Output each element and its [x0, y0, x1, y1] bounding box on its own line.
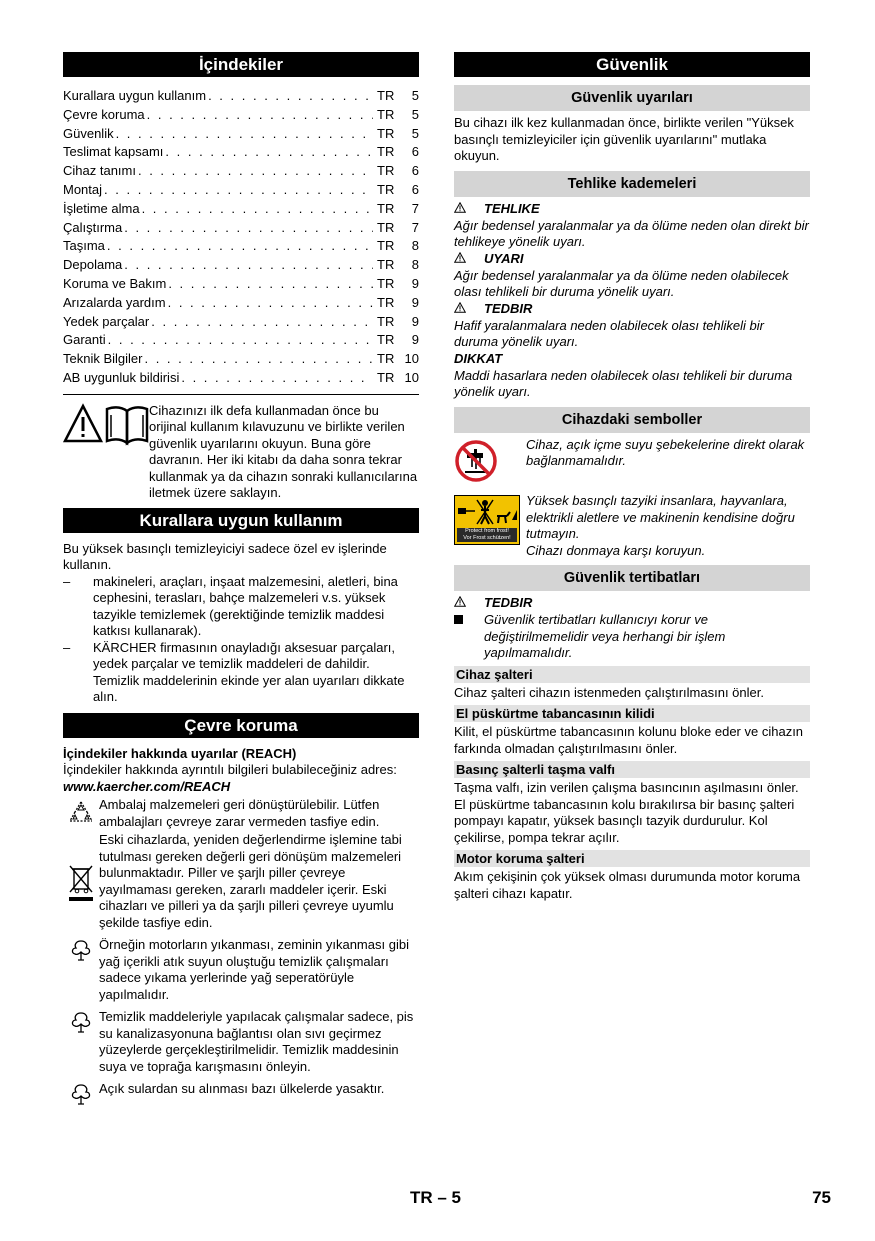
- environment-note: [63, 1009, 419, 1075]
- environment-heading: Çevre koruma: [63, 713, 419, 738]
- warning-triangle-icon: [454, 251, 484, 268]
- toc-title: AB uygunluk bildirisi: [63, 369, 180, 385]
- toc-heading: İçindekiler: [63, 52, 419, 77]
- toc-page: 6: [411, 163, 419, 179]
- toc-title: Depolama: [63, 257, 123, 273]
- hazard-levels-heading: Tehlike kademeleri: [454, 171, 810, 197]
- toc-lang: TR: [377, 238, 395, 254]
- toc-row[interactable]: [63, 200, 419, 219]
- toc-title: İşletime alma: [63, 200, 140, 216]
- list-item: [63, 640, 419, 706]
- environment-leaf-icon: [63, 1081, 99, 1105]
- toc-row[interactable]: [63, 87, 419, 106]
- safety-warnings-heading: Güvenlik uyarıları: [454, 85, 810, 111]
- environment-leaf-icon: [63, 937, 99, 1003]
- devices-warning-label: TEDBIR: [484, 595, 533, 611]
- subsection-text: Cihaz şalteri cihazın istenmeden çalıştırılmasını önler.: [454, 684, 764, 700]
- toc-lang: TR: [377, 144, 395, 160]
- toc-page: 9: [411, 332, 419, 348]
- toc-row[interactable]: [63, 181, 419, 200]
- toc-page: 9: [411, 294, 419, 310]
- toc-lang: TR: [377, 200, 395, 216]
- environment-note-text: Örneğin motorların yıkanması, zeminin yıkanması gibi yağ içerikli atık suyun oluştuğu temizlik çalışmaları sadece yıkama yerlerinde yağ seperatörüyle yapılmalıdır.: [99, 937, 409, 1002]
- pressure-frost-warning-icon: [454, 493, 526, 559]
- toc-page: 5: [411, 88, 419, 103]
- toc-leader: [147, 106, 373, 125]
- toc-row[interactable]: [63, 237, 419, 256]
- safety-heading: Güvenlik: [454, 52, 810, 77]
- no-drinking-water-icon: [454, 437, 526, 488]
- toc-leader: [107, 237, 373, 256]
- toc-title: Cihaz tanımı: [63, 163, 136, 179]
- symbol-text: Yüksek basınçlı tazyiki insanlara, hayvanlara, elektrikli aletlere ve makinenin kendisine doğru tutmayın.: [526, 493, 795, 541]
- toc-page: 9: [411, 275, 419, 291]
- hazard-level-name: UYARI: [484, 250, 524, 266]
- symbol-text: Cihazı donmaya karşı koruyun.: [526, 542, 706, 558]
- hazard-level-label: [454, 251, 810, 268]
- toc-row[interactable]: [63, 331, 419, 350]
- toc-lang: TR: [377, 294, 395, 310]
- toc-lang: TR: [377, 88, 395, 103]
- environment-note-text: Açık sulardan su alınması bazı ülkelerde yasaktır.: [99, 1081, 385, 1097]
- toc-row[interactable]: [63, 294, 419, 313]
- toc-leader: [108, 331, 373, 350]
- toc-lang: TR: [377, 257, 395, 273]
- toc-lang: TR: [377, 369, 395, 385]
- toc-title: Taşıma: [63, 238, 105, 254]
- reach-text: İçindekiler hakkında ayrıntılı bilgileri bulabileceğiniz adres:: [63, 762, 397, 778]
- intro-note: [63, 403, 419, 502]
- list-item: [454, 612, 810, 662]
- safety-devices-heading: Güvenlik tertibatları: [454, 565, 810, 591]
- toc-lang: TR: [377, 125, 395, 141]
- toc-row[interactable]: [63, 256, 419, 275]
- toc-lang: TR: [377, 181, 395, 197]
- environment-leaf-icon: [63, 1009, 99, 1075]
- toc-title: Güvenlik: [63, 125, 114, 141]
- toc-page: 7: [411, 219, 419, 235]
- toc-page: 5: [411, 106, 419, 122]
- symbol-pressure-frost: [454, 493, 810, 559]
- toc-title: Montaj: [63, 181, 103, 197]
- subsection-text: Taşma valfı, izin verilen çalışma basıncının aşılmasını önler. El püskürtme tabancasının kolu bırakılırsa bir basınç şalteri pompayı kapatır, yüksek basınçlı tazyik durdurulur. Kol çekilirse, pompa tekrar açılır.: [454, 780, 799, 845]
- intro-note-text: Cihazınızı ilk defa kullanmadan önce bu orijinal kullanım kılavuzunu ve birlikte verilen güvenlik uyarılarını okuyun. Buna göre davranın. Her iki kitabı da daha sonra tekrar kullanmak ya da cihazın sonraki kullanıcılarına iletmek üzere saklayın.: [149, 402, 418, 501]
- toc-leader: [142, 200, 373, 219]
- hazard-level-name: TEDBIR: [484, 300, 533, 316]
- table-of-contents: [63, 87, 419, 395]
- subsection-heading: Basınç şalterli taşma valfı: [454, 761, 810, 778]
- safety-warnings-text: Bu cihazı ilk kez kullanmadan önce, birlikte verilen "Yüksek basınçlı temizleyiciler için güvenlik uyarılarını" mutlaka okuyun.: [454, 115, 794, 163]
- subsection-text: Akım çekişinin çok yüksek olması durumunda motor koruma şalteri cihazı kapatır.: [454, 869, 801, 901]
- toc-lang: TR: [377, 219, 395, 235]
- environment-note: [63, 937, 419, 1003]
- square-bullet-icon: [454, 612, 484, 662]
- toc-page: 10: [404, 369, 419, 385]
- symbol-text: Cihaz, açık içme suyu şebekelerine direkt olarak bağlanmamalıdır.: [526, 436, 805, 468]
- toc-page: 9: [411, 313, 419, 329]
- symbol-no-drinking-water: [454, 437, 810, 488]
- toc-row[interactable]: [63, 143, 419, 162]
- toc-row[interactable]: [63, 162, 419, 181]
- toc-row[interactable]: [63, 369, 419, 388]
- toc-page: 7: [411, 200, 419, 216]
- recycle-text: Ambalaj malzemeleri geri dönüştürülebilir. Lütfen ambalajları çevreye zarar vermeden tasfiye edin.: [99, 797, 380, 829]
- toc-title: Teknik Bilgiler: [63, 351, 143, 367]
- safety-subsections: [454, 666, 810, 903]
- toc-row[interactable]: [63, 350, 419, 369]
- toc-row[interactable]: [63, 275, 419, 294]
- toc-leader: [208, 87, 373, 106]
- toc-lang: TR: [377, 106, 395, 122]
- reach-title: İçindekiler hakkında uyarılar (REACH): [63, 745, 297, 761]
- device-symbols-heading: Cihazdaki semboller: [454, 407, 810, 433]
- subsection-heading: El püskürtme tabancasının kilidi: [454, 705, 810, 722]
- toc-page: 10: [404, 351, 419, 367]
- toc-title: Teslimat kapsamı: [63, 144, 164, 160]
- hazard-level-text: Ağır bedensel yaralanmalar ya da ölüme neden olabilecek olası tehlikeli bir duruma yönelik uyarı.: [454, 267, 789, 299]
- list-item-text: KÄRCHER firmasının onayladığı aksesuar parçaları, yedek parçalar ve temizlik maddeleri de dahildir. Temizlik maddelerinin ekinde yer alan uyarıları dikkate alın.: [93, 639, 405, 705]
- recycle-icon: [63, 797, 99, 830]
- toc-leader: [151, 313, 373, 332]
- hazard-level-label: [454, 201, 810, 218]
- hazard-level-name: TEHLIKE: [484, 200, 540, 216]
- toc-title: Yedek parçalar: [63, 313, 150, 329]
- toc-leader: [124, 256, 373, 275]
- footer-section: TR – 5: [410, 1188, 462, 1207]
- toc-leader: [138, 162, 373, 181]
- reach-url: www.kaercher.com/REACH: [63, 778, 231, 794]
- warning-book-icon: [63, 403, 149, 451]
- toc-leader: [144, 350, 373, 369]
- toc-title: Çevre koruma: [63, 106, 145, 122]
- dash-marker: –: [63, 639, 71, 655]
- toc-leader: [104, 181, 373, 200]
- toc-lang: TR: [377, 332, 395, 348]
- list-item: [63, 574, 419, 640]
- toc-lang: TR: [377, 313, 395, 329]
- hazard-levels: [454, 201, 810, 401]
- toc-lang: TR: [377, 351, 395, 367]
- environment-note: [63, 1081, 419, 1105]
- frost-label-de: Vor Frost schützen!: [463, 535, 511, 541]
- left-column: [63, 52, 419, 1107]
- toc-page: 8: [411, 238, 419, 254]
- toc-title: Kurallara uygun kullanım: [63, 88, 207, 103]
- toc-page: 8: [411, 257, 419, 273]
- list-item-text: Güvenlik tertibatları kullanıcıyı korur ve değiştirilmemelidir veya herhangi bir işlem yapılmamalıdır.: [484, 612, 726, 660]
- hazard-level-text: Hafif yaralanmalara neden olabilecek olası tehlikeli bir duruma yönelik uyarı.: [454, 317, 765, 349]
- warning-triangle-icon: [454, 595, 484, 612]
- warning-triangle-icon: [454, 201, 484, 218]
- toc-title: Garanti: [63, 332, 106, 348]
- dash-marker: –: [63, 573, 71, 589]
- hazard-level-label: [454, 301, 810, 318]
- crossed-bin-icon: [63, 832, 99, 931]
- toc-row[interactable]: [63, 125, 419, 144]
- frost-label-en: Protect from frost!: [465, 528, 509, 534]
- toc-leader: [181, 369, 373, 388]
- toc-page: 5: [411, 125, 419, 141]
- toc-page: 6: [411, 181, 419, 197]
- hazard-level-label: [454, 351, 810, 368]
- toc-row[interactable]: [63, 313, 419, 332]
- toc-title: Çalıştırma: [63, 219, 123, 235]
- recycle-note: [63, 797, 419, 830]
- toc-leader: [168, 294, 373, 313]
- toc-title: Arızalarda yardım: [63, 294, 166, 310]
- hazard-level-text: Ağır bedensel yaralanmalar ya da ölüme neden olan direkt bir tehlikeye yönelik uyarı.: [454, 217, 809, 249]
- footer-page-number: 75: [812, 1188, 831, 1207]
- intended-use-heading: Kurallara uygun kullanım: [63, 508, 419, 533]
- hazard-level-name: DIKKAT: [454, 350, 503, 366]
- toc-leader: [116, 125, 373, 144]
- subsection-heading: Motor koruma şalteri: [454, 850, 810, 867]
- toc-title: Koruma ve Bakım: [63, 275, 167, 291]
- intended-use-text: Bu yüksek basınçlı temizleyiciyi sadece özel ev işlerinde kullanın.: [63, 540, 387, 573]
- toc-leader: [168, 275, 373, 294]
- weee-note: [63, 832, 419, 931]
- toc-leader: [124, 219, 373, 238]
- devices-warning: [454, 595, 810, 612]
- toc-page: 6: [411, 144, 419, 160]
- subsection-heading: Cihaz şalteri: [454, 666, 810, 683]
- hazard-level-text: Maddi hasarlara neden olabilecek olası tehlikeli bir duruma yönelik uyarı.: [454, 367, 793, 399]
- toc-lang: TR: [377, 275, 395, 291]
- environment-note-text: Temizlik maddeleriyle yapılacak çalışmalar sadece, pis su kanalizasyonuna bağlantısı olan sıvı geçirmez yüzeylerde gerçekleştirilmelidir. Temizlik maddesinin suya ve toprağa karışmasını önleyin.: [99, 1009, 414, 1074]
- right-column: [454, 52, 810, 904]
- list-item-text: makineleri, araçları, inşaat malzemesini, aletleri, bina cephesini, terasları, bahçe malzemeleri v.s. yüksek tazyikle temizlemek (gerektiğinde temizlik maddesi katkısı kullanarak).: [93, 573, 398, 639]
- subsection-text: Kilit, el püskürtme tabancasının kolunu bloke eder ve cihazın farkında olmadan çalıştırılmasını önler.: [454, 724, 804, 756]
- toc-leader: [165, 143, 373, 162]
- warning-triangle-icon: [454, 301, 484, 318]
- toc-row[interactable]: [63, 219, 419, 238]
- toc-lang: TR: [377, 163, 395, 179]
- weee-text: Eski cihazlarda, yeniden değerlendirme işlemine tabi tutulması gereken değerli geri dönüşüm malzemeleri bulunmaktadır. Piller ve şarjlı piller çevreye yayılmaması gereken, zararlı maddeler içerir. Eski cihazları ve pilleri ya da şarjlı pilleri çevreye uyumlu şekilde tasfiye edin.: [99, 832, 402, 930]
- toc-row[interactable]: [63, 106, 419, 125]
